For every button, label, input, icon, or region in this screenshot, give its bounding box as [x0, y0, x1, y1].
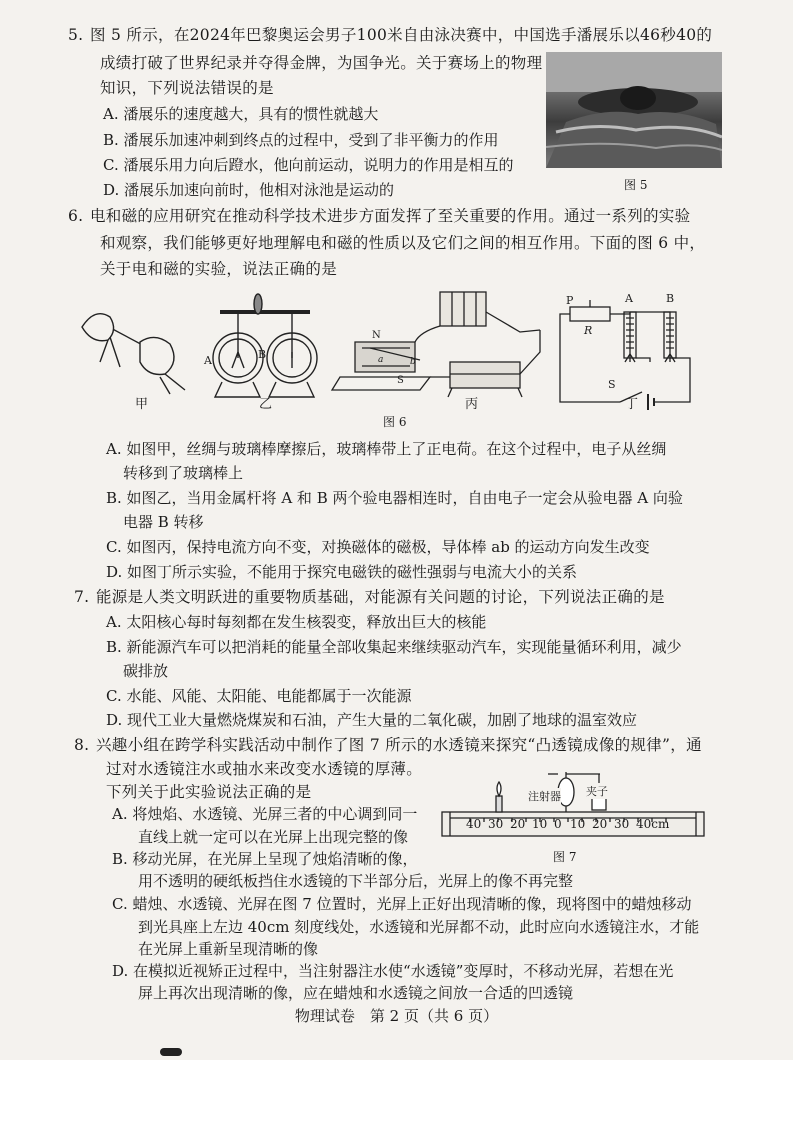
q7-line1: 7. 能源是人类文明跃进的重要物质基础，对能源有关问题的讨论，下列说法正确的是: [74, 588, 665, 606]
fig7-scale: 40 30 20 10 0 10 20 30 40cm: [466, 817, 670, 831]
q8-option-a-cont: 直线上就一定可以在光屏上出现完整的像: [138, 828, 409, 846]
q7-option-b: B. 新能源汽车可以把消耗的能量全部收集起来继续驱动汽车，实现能量循环利用，减少: [106, 638, 682, 656]
fig6-sub-jia: 甲: [135, 397, 149, 412]
q6-line1: 6. 电和磁的应用研究在推动科学技术进步方面发挥了至关重要的作用。通过一系列的实验: [68, 207, 691, 225]
q7-option-a: A. 太阳核心每时每刻都在发生核裂变，释放出巨大的核能: [106, 613, 487, 631]
q6-number: 6.: [68, 207, 84, 225]
q5-number: 5.: [68, 26, 84, 44]
swimmer-photo: [546, 52, 722, 168]
q5-option-c: C. 潘展乐用力向后蹬水，他向前运动，说明力的作用是相互的: [103, 156, 514, 174]
q6-line2: 和观察，我们能够更好地理解电和磁的性质以及它们之间的相互作用。下面的图 6 中，: [100, 234, 706, 252]
q8-line2: 过对水透镜注水或抽水来改变水透镜的厚薄。: [106, 760, 423, 778]
page-margin: [0, 1060, 793, 1123]
q8-option-c: C. 蜡烛、水透镜、光屏在图 7 位置时，光屏上正好出现清晰的像，现将图中的蜡烛移动: [112, 895, 692, 913]
fig6-label-s: S: [397, 375, 404, 386]
q8-option-d: D. 在模拟近视矫正过程中，当注射器注水使“水透镜”变厚时，不移动光屏，若想在光: [112, 962, 674, 980]
fig6-bing: [332, 292, 540, 397]
scan-smudge: [160, 1048, 182, 1056]
fig7-syringe-label: 注射器: [528, 790, 561, 803]
fig6-label-rod-b: b: [410, 357, 416, 367]
fig6-label-switch: S: [608, 378, 616, 391]
fig6-label-rod-a: a: [378, 355, 384, 365]
q8-option-b-cont: 用不透明的硬纸板挡住水透镜的下半部分后，光屏上的像不再完整: [138, 872, 574, 890]
q8-option-d-cont: 屏上再次出现清晰的像，应在蜡烛和水透镜之间放一合适的凹透镜: [138, 984, 574, 1002]
fig6-sub-ding: 丁: [625, 397, 639, 412]
q6-option-a-cont: 转移到了玻璃棒上: [123, 464, 244, 482]
figure-5-caption: 图 5: [624, 178, 648, 192]
figure-7-caption: 图 7: [553, 850, 577, 864]
q6-option-c: C. 如图丙，保持电流方向不变，对换磁体的磁极，导体棒 ab 的运动方向发生改变: [106, 538, 650, 556]
q8-option-c-cont1: 到光具座上左边 40cm 刻度线处，水透镜和光屏都不动，此时应向水透镜注水，才能: [138, 918, 700, 936]
fig6-label-b: B: [258, 348, 267, 361]
q7-option-d: D. 现代工业大量燃烧煤炭和石油，产生大量的二氧化碳，加剧了地球的温室效应: [106, 711, 638, 729]
q5-option-a: A. 潘展乐的速度越大，具有的惯性就越大: [103, 105, 379, 123]
q6-option-b-cont: 电器 B 转移: [123, 513, 204, 531]
q8-option-b: B. 移动光屏，在光屏上呈现了烛焰清晰的像，: [112, 850, 418, 868]
q7-option-c: C. 水能、风能、太阳能、电能都属于一次能源: [106, 687, 412, 705]
fig6-sub-yi: 乙: [259, 397, 273, 412]
q7-option-b-cont: 碳排放: [123, 662, 169, 680]
fig6-sub-bing: 丙: [465, 397, 479, 412]
fig6-yi: [213, 294, 317, 397]
q6-option-b: B. 如图乙，当用金属杆将 A 和 B 两个验电器相连时，自由电子一定会从验电器 A 向验: [106, 489, 683, 507]
q8-line3: 下列关于此实验说法正确的是: [106, 783, 312, 801]
fig6-label-r: R: [584, 324, 593, 337]
q8-option-c-cont2: 在光屏上重新呈现清晰的像: [138, 940, 319, 958]
q5-option-d: D. 潘展乐加速向前时，他相对泳池是运动的: [103, 181, 395, 199]
q6-option-a: A. 如图甲，丝绸与玻璃棒摩擦后，玻璃棒带上了正电荷。在这个过程中，电子从丝绸: [106, 440, 667, 458]
figure-6-caption: 图 6: [383, 415, 407, 429]
q5-line3: 知识，下列说法错误的是: [100, 79, 274, 97]
swimmer-illustration: [546, 52, 722, 168]
q5-option-b: B. 潘展乐加速冲刺到终点的过程中，受到了非平衡力的作用: [103, 131, 499, 149]
fig6-label-coil-a: A: [625, 292, 633, 305]
q6-option-d: D. 如图丁所示实验，不能用于探究电磁铁的磁性强弱与电流大小的关系: [106, 563, 578, 581]
fig6-label-n: N: [372, 330, 381, 341]
fig7-clip-label: 夹子: [586, 785, 608, 798]
fig6-jia: [82, 314, 185, 394]
q8-line1: 8. 兴趣小组在跨学科实践活动中制作了图 7 所示的水透镜来探究“凸透镜成像的规律”，通: [74, 736, 702, 754]
fig6-label-coil-b: B: [666, 292, 675, 305]
q5-line2: 成绩打破了世界纪录并夺得金牌，为国争光。关于赛场上的物理: [100, 54, 543, 72]
q8-option-a: A. 将烛焰、水透镜、光屏三者的中心调到同一: [112, 805, 418, 823]
page-footer: 物理试卷 第 2 页（共 6 页）: [294, 1007, 499, 1025]
q6-line3: 关于电和磁的实验，说法正确的是: [100, 260, 338, 278]
fig6-label-a: A: [204, 354, 212, 367]
figure-7: [440, 770, 710, 845]
q8-number: 8.: [74, 736, 90, 754]
fig6-label-p: P: [566, 294, 574, 307]
q7-number: 7.: [74, 588, 90, 606]
q5-line1: 5. 图 5 所示，在2024年巴黎奥运会男子100米自由泳决赛中，中国选手潘展乐以46秒40的: [68, 26, 713, 44]
